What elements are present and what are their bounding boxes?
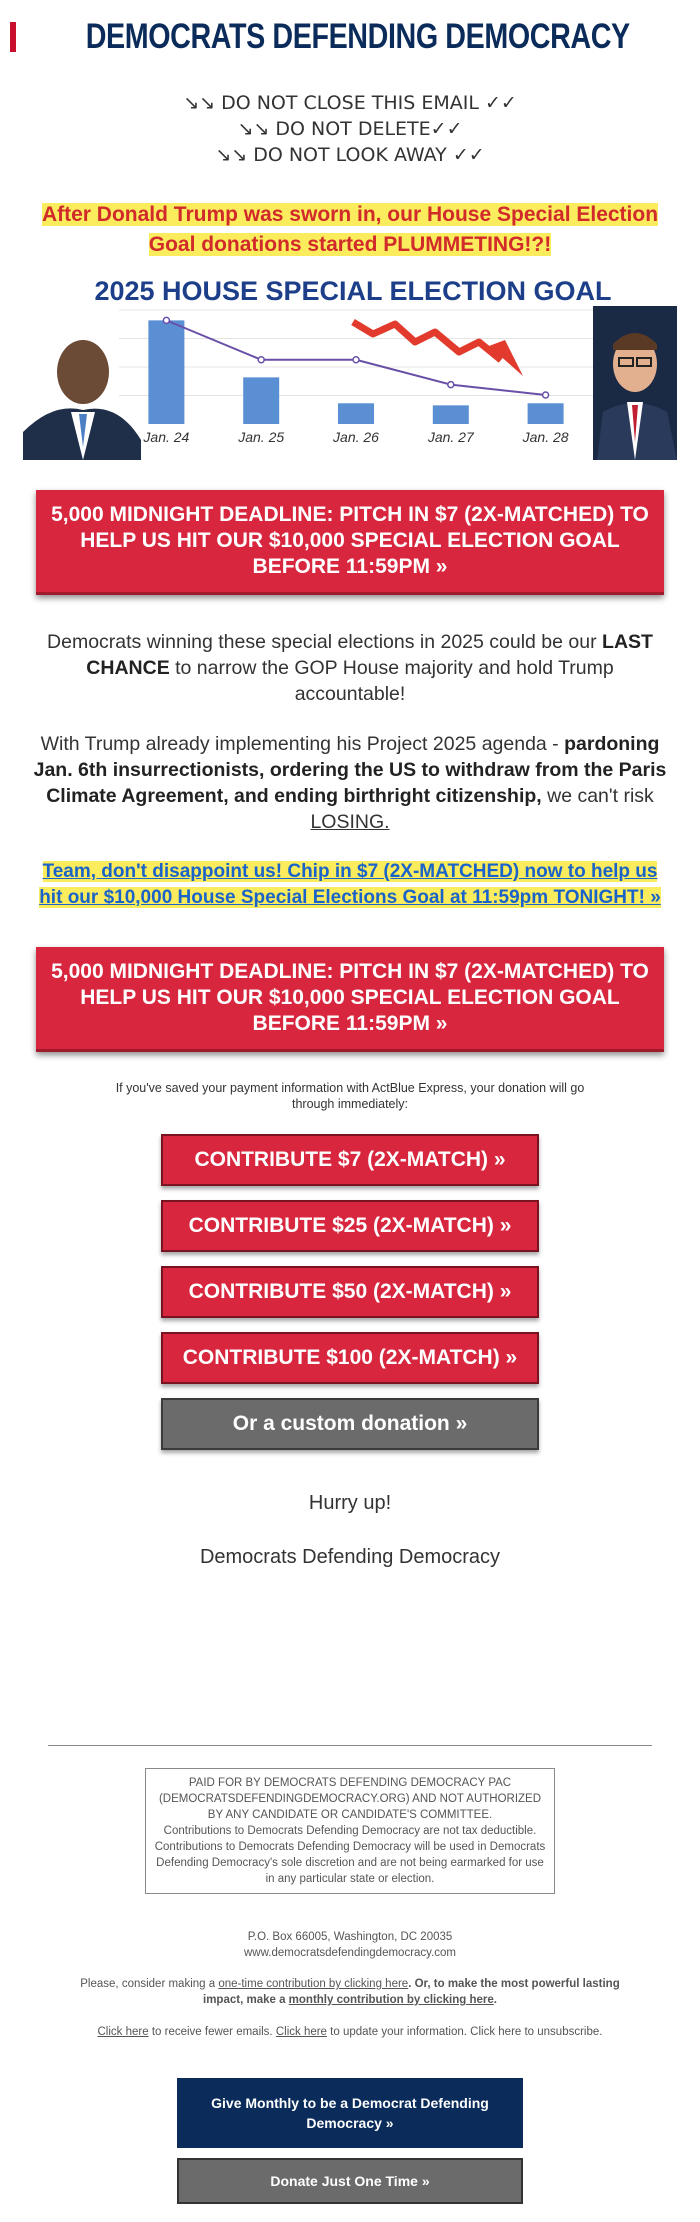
consider-text: Please, consider making a: [80, 1978, 219, 1990]
chart-bar: [148, 320, 184, 424]
x-tick-label: Jan. 24: [143, 429, 190, 445]
x-tick-label: Jan. 28: [522, 429, 569, 445]
address-block: [0, 1929, 700, 1961]
para2-bold: pardoning Jan. 6th insurrectionists, ordering the US to withdraw from the Paris Climate Agreement, and ending birthright citizenship,: [33, 733, 667, 807]
disclaimer-box: [145, 1768, 555, 1894]
hurry-up-text: Hurry up!: [308, 1492, 392, 1514]
chip-in-link-block: [35, 859, 665, 911]
warning-notices: [0, 90, 700, 168]
monthly-button-row: [0, 2078, 700, 2148]
fewer-emails-text: to receive fewer emails.: [148, 2026, 276, 2038]
brand-accent-bar: [10, 22, 16, 52]
unsubscribe-text: to update your information. Click here to unsubscribe.: [326, 2026, 603, 2038]
para1-text-end: to narrow the GOP House majority and hold Trump accountable!: [169, 657, 614, 705]
custom-donation-button[interactable]: Or a custom donation »: [161, 1398, 539, 1450]
fewer-emails-link[interactable]: Click here: [97, 2026, 149, 2038]
contribute-25-button[interactable]: CONTRIBUTE $25 (2X-MATCH) »: [161, 1200, 539, 1252]
actblue-express-note: If you've saved your payment information with ActBlue Express, your donation will go through immediately:: [115, 1081, 585, 1111]
right-portrait: [593, 306, 677, 460]
donate-one-time-button[interactable]: Donate Just One Time »: [177, 2158, 523, 2204]
contribute-100-button[interactable]: CONTRIBUTE $100 (2X-MATCH) »: [161, 1332, 539, 1384]
trend-point: [543, 392, 549, 398]
chip-in-link[interactable]: Team, don't disappoint us! Chip in $7 (2X-MATCHED) now to help us hit our $10,000 House Special Elections Goal at 11:59pm TONIGHT! »: [39, 861, 661, 908]
chart-bar: [338, 403, 374, 424]
contribute-50-button[interactable]: CONTRIBUTE $50 (2X-MATCH) »: [161, 1266, 539, 1318]
x-tick-label: Jan. 25: [238, 429, 285, 445]
notice-line: ↘↘ DO NOT CLOSE THIS EMAIL ✓✓: [183, 92, 517, 114]
para2-text-mid: we can't risk: [541, 785, 654, 807]
paragraph-project-2025: [30, 731, 670, 835]
chart-title: 2025 HOUSE SPECIAL ELECTION GOAL: [94, 276, 612, 306]
chart-x-labels: [142, 429, 568, 445]
trend-point: [448, 382, 454, 388]
para1-bold: LAST CHANCE: [86, 631, 653, 679]
give-monthly-button[interactable]: Give Monthly to be a Democrat Defending Democracy »: [177, 2078, 523, 2148]
headline-text: After Donald Trump was sworn in, our House Special Election Goal donations started PLUMMETING!?!: [41, 203, 659, 256]
notice-line: ↘↘ DO NOT LOOK AWAY ✓✓: [215, 144, 485, 166]
chart-svg: [23, 272, 677, 460]
notice-line: ↘↘ DO NOT DELETE✓✓: [237, 118, 463, 140]
para2-underline: LOSING.: [310, 811, 390, 833]
website: www.democratsdefendingdemocracy.com: [244, 1947, 456, 1959]
footer-divider: [0, 1745, 700, 1746]
one-time-button-row: [0, 2158, 700, 2204]
trend-point: [258, 357, 264, 363]
para2-text: With Trump already implementing his Project 2025 agenda -: [40, 733, 565, 755]
use-text: Contributions to Democrats Defending Democracy will be used in Democrats Defending Democracy's sole discretion and are not being earmarked for use in any particular state or election.: [154, 1841, 546, 1885]
brand-name: DEMOCRATS DEFENDING DEMOCRACY: [85, 17, 631, 56]
deadline-cta-button[interactable]: 5,000 MIDNIGHT DEADLINE: PITCH IN $7 (2X-MATCHED) TO HELP US HIT OUR $10,000 SPECIAL ELECTION GOAL BEFORE 11:59PM »: [36, 490, 664, 595]
x-tick-label: Jan. 27: [427, 429, 474, 445]
chart-trend-line: [163, 317, 548, 398]
brand-header: [0, 6, 700, 68]
chart-bar: [433, 405, 469, 424]
chart-bar: [528, 403, 564, 424]
trend-point: [353, 357, 359, 363]
disclaimer-section: [0, 1768, 700, 1894]
postal-address: P.O. Box 66005, Washington, DC 20035: [247, 1931, 453, 1943]
monthly-link[interactable]: monthly contribution by clicking here: [288, 1994, 494, 2006]
paid-for-text: PAID FOR BY DEMOCRATS DEFENDING DEMOCRACY PAC (DEMOCRATSDEFENDINGDEMOCRACY.ORG) AND NOT AUTHORIZED BY ANY CANDIDATE OR CANDIDATE'S COMMITTEE.: [158, 1777, 542, 1821]
paragraph-last-chance: [30, 629, 670, 707]
deadline-cta-button-2[interactable]: 5,000 MIDNIGHT DEADLINE: PITCH IN $7 (2X-MATCHED) TO HELP US HIT OUR $10,000 SPECIAL ELECTION GOAL BEFORE 11:59PM »: [36, 947, 664, 1052]
down-arrow: [353, 322, 523, 376]
chart-bars: [148, 320, 563, 424]
period: .: [493, 1994, 497, 2006]
arrow-shaft: [353, 322, 501, 360]
email-preferences: [0, 2024, 700, 2040]
para1-text: Democrats winning these special elections in 2025 could be our: [47, 631, 603, 653]
contribution-links: [0, 1976, 700, 2008]
headline: [30, 200, 670, 260]
update-info-link[interactable]: Click here: [275, 2026, 327, 2038]
one-time-link[interactable]: one-time contribution by clicking here: [218, 1978, 409, 1990]
contribute-7-button[interactable]: CONTRIBUTE $7 (2X-MATCH) »: [161, 1134, 539, 1186]
consider-bold: . Or, to make the most powerful lasting impact, make a: [203, 1978, 620, 2006]
chart-bar: [243, 377, 279, 424]
x-tick-label: Jan. 26: [333, 429, 379, 445]
goal-chart[interactable]: [23, 272, 677, 460]
tax-text: Contributions to Democrats Defending Democracy are not tax deductible.: [163, 1825, 537, 1837]
signature: Democrats Defending Democracy: [199, 1546, 501, 1568]
trend-point: [163, 317, 169, 323]
